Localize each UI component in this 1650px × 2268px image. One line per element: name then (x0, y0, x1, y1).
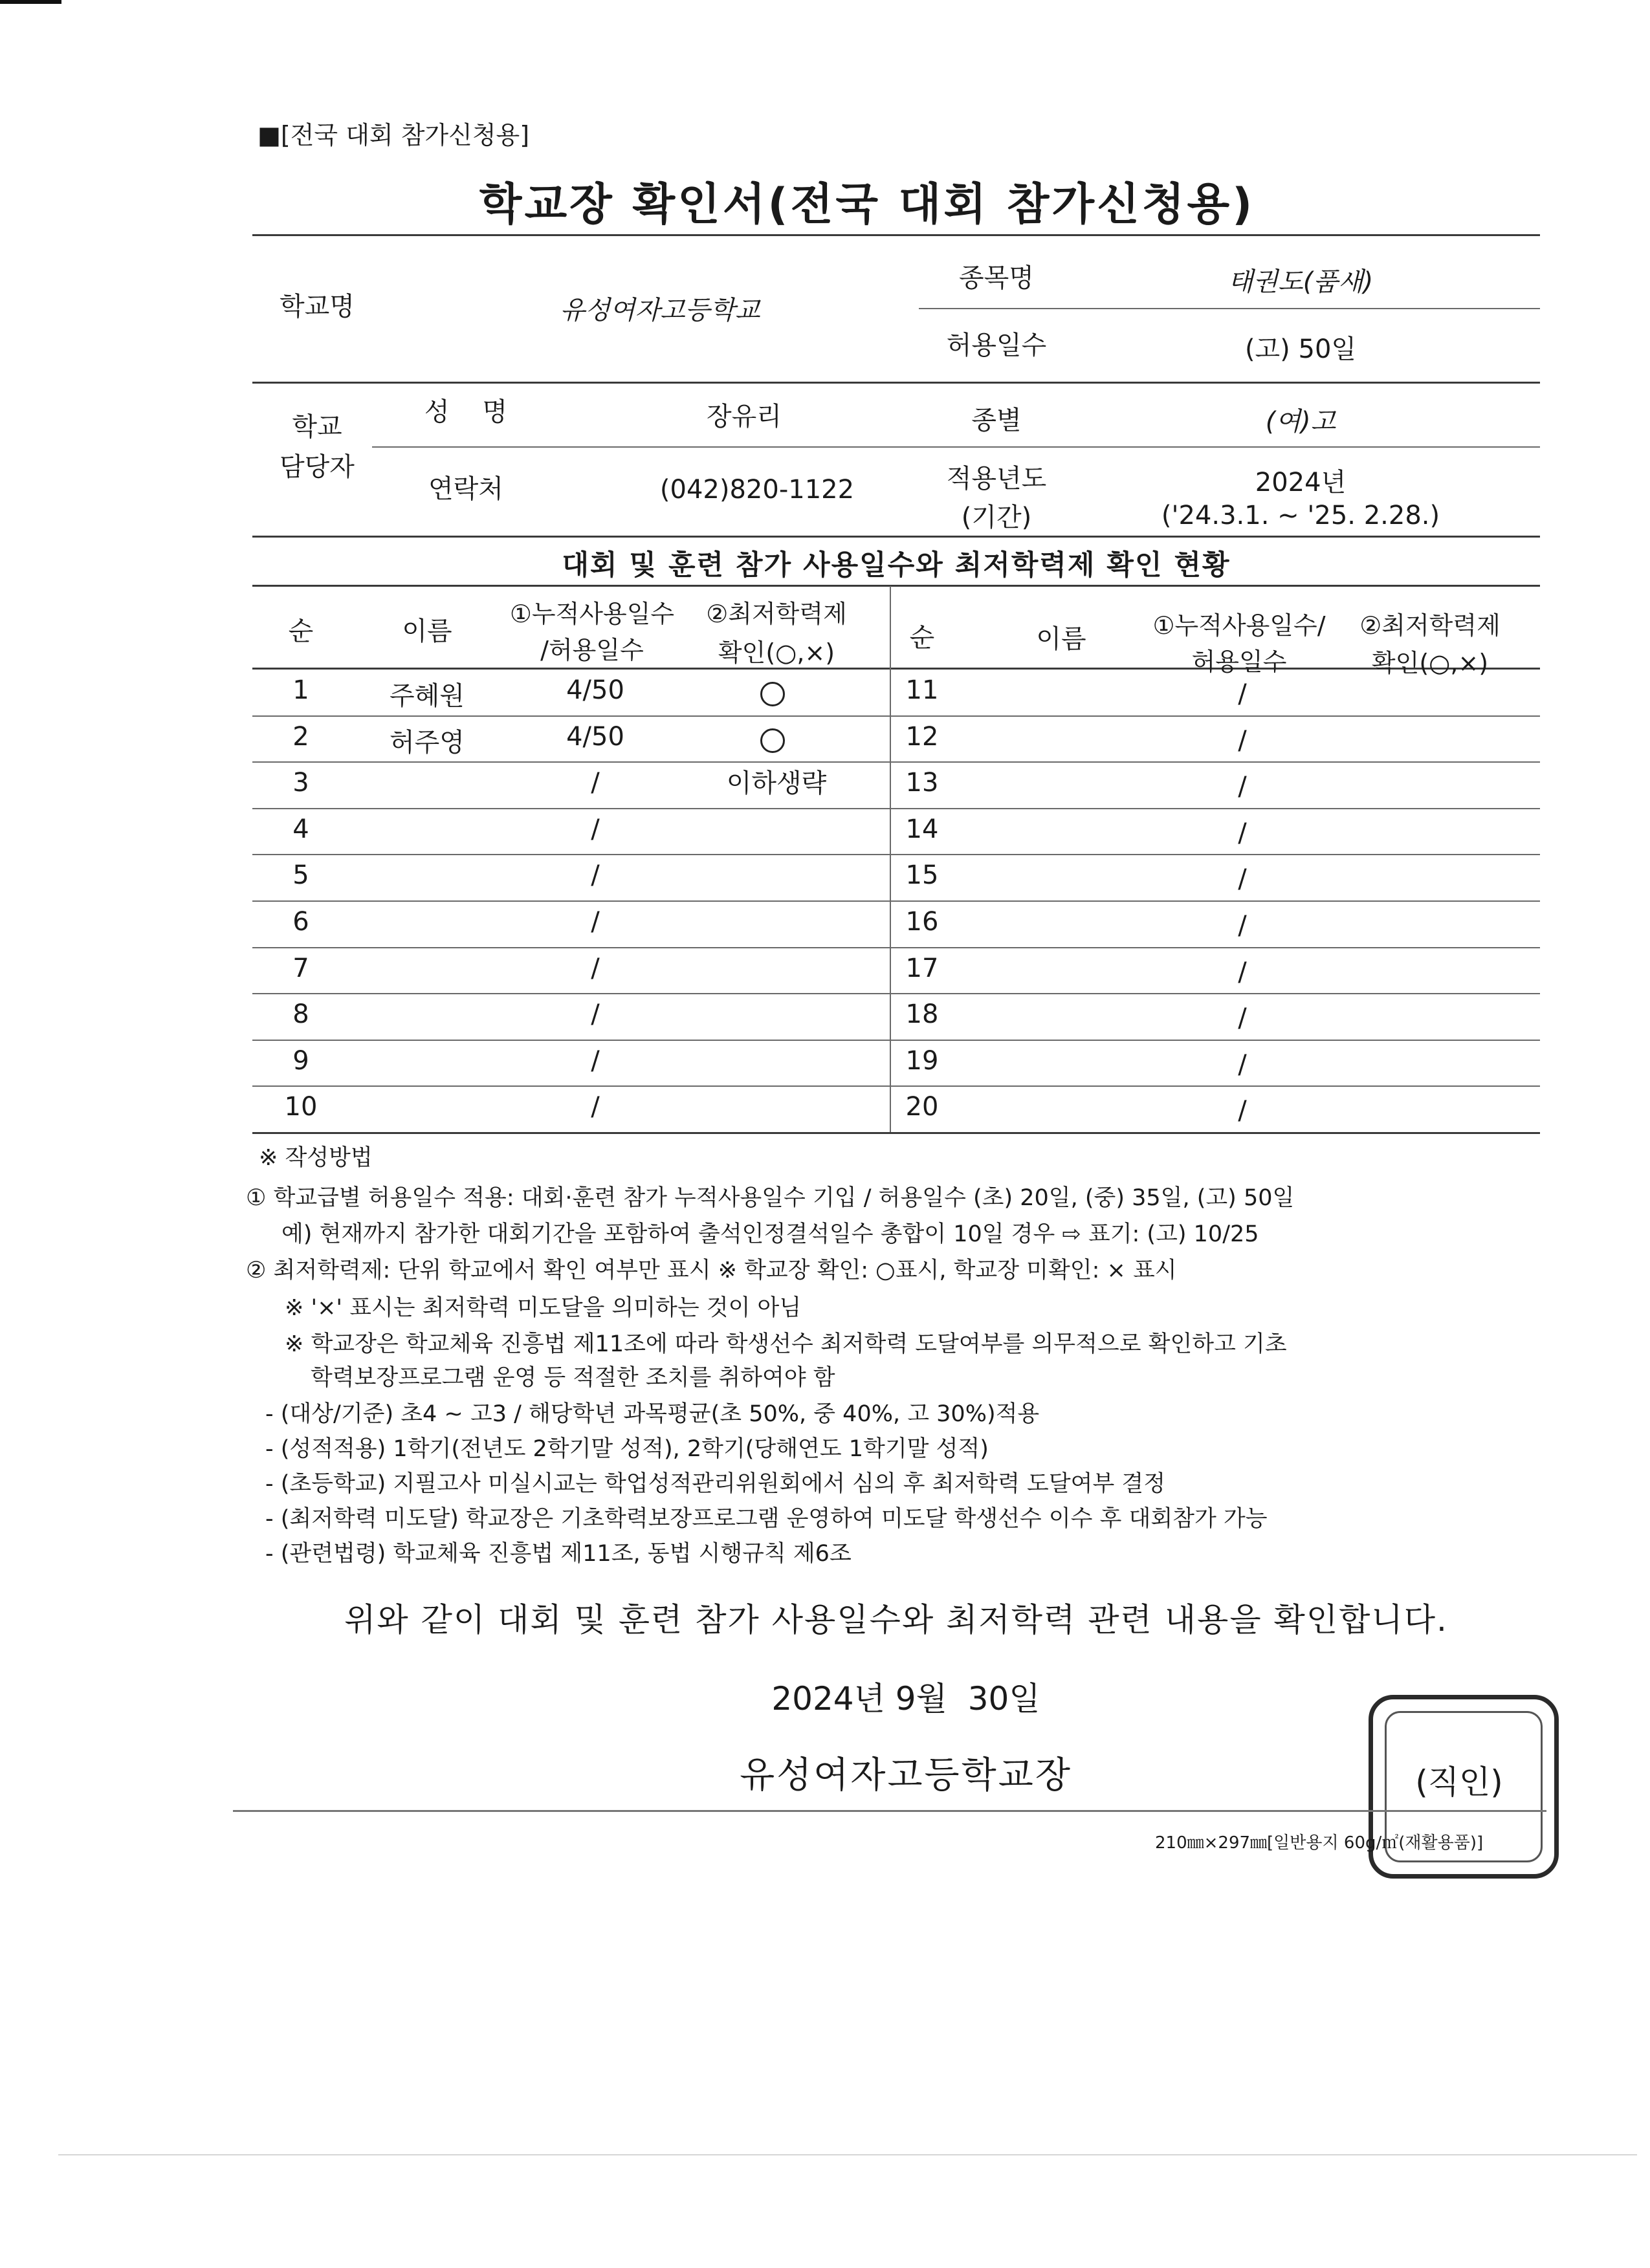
table-row-divider (252, 993, 1540, 994)
info-divider-school (252, 382, 1540, 384)
info-top-border (252, 234, 1540, 236)
circle-check-icon (760, 682, 785, 706)
notes-block (246, 1140, 1540, 1567)
note-line: - (성적적용) 1학기(전년도 2학기말 성적), 2학기(당해연도 1학기말 성적) (265, 1436, 989, 1462)
row-no-right: 20 (905, 1092, 939, 1122)
table-row-divider (252, 947, 1540, 948)
row-days-right: / (1238, 679, 1247, 709)
row-no-left: 6 (292, 907, 309, 937)
event-label: 종목명 (959, 263, 1034, 293)
category-label: 종별 (971, 406, 1022, 435)
note-line: ② 최저학력제: 단위 학교에서 확인 여부만 표시 ※ 학교장 확인: ○표시, 학교장 미확인: × 표시 (246, 1258, 1177, 1283)
row-no-left: 7 (292, 954, 309, 983)
header-name-right: 이름 (1036, 624, 1086, 654)
table-row-divider (252, 761, 1540, 763)
event-value: 태권도(품새) (1227, 267, 1374, 297)
row-no-left: 9 (292, 1046, 309, 1076)
row-no-right: 11 (905, 675, 939, 705)
school-name-value: 유성여자고등학교 (560, 296, 760, 325)
apply-year-label-2: (기간) (961, 503, 1032, 532)
row-days-right: / (1238, 772, 1247, 801)
row-days-right: / (1238, 818, 1247, 848)
table-row-divider (252, 1085, 1540, 1087)
apply-year-label-1: 적용년도 (946, 464, 1047, 494)
note-line: ① 학교급별 허용일수 적용: 대회·훈련 참가 누적사용일수 기입 / 허용일수 (초) 20일, (중) 35일, (고) 50일 (246, 1185, 1295, 1211)
row-days-right: / (1238, 1050, 1247, 1080)
row-no-right: 17 (905, 954, 939, 983)
header-check-left-2: 확인(○,×) (718, 638, 835, 667)
header-name-left: 이름 (402, 616, 452, 646)
header-days-left-1: ①누적사용일수 (509, 600, 675, 628)
row-no-right: 18 (905, 999, 939, 1029)
signer-name: 유성여자고등학교장 (740, 1754, 1072, 1796)
category-value: (여)고 (1265, 407, 1336, 437)
note-line: - (최저학력 미도달) 학교장은 기초학력보장프로그램 운영하여 미도달 학생선수 이수 후 대회참가 가능 (265, 1506, 1268, 1532)
header-check-right-1: ②최저학력제 (1359, 611, 1501, 640)
row-no-right: 14 (905, 814, 939, 844)
table-row-divider (252, 900, 1540, 902)
row-days-right: / (1238, 864, 1247, 894)
footer-border (233, 1810, 1546, 1812)
row-no-left: 5 (292, 860, 309, 890)
note-line: ※ 학교장은 학교체육 진흥법 제11조에 따라 학생선수 최저학력 도달여부를 의무적으로 확인하고 기초 (285, 1331, 1287, 1357)
table-top-border (252, 585, 1540, 587)
header-no-left: 순 (288, 616, 314, 646)
form-tag: ■[전국 대회 참가신청용] (258, 121, 530, 149)
header-days-right-2: 허용일수 (1191, 648, 1287, 676)
header-days-left-2: /허용일수 (540, 636, 644, 664)
row-days-left: 4/50 (566, 675, 624, 705)
row-days-left: / (591, 814, 600, 844)
date-text: 2024년 9월 30일 (771, 1680, 1040, 1717)
status-section-title: 대회 및 훈련 참가 사용일수와 최저학력제 확인 현황 (562, 549, 1231, 582)
row-days-right: / (1238, 1003, 1247, 1033)
row-days-left: / (591, 1046, 600, 1076)
row-no-left: 4 (292, 814, 309, 844)
note-line: - (초등학교) 지필고사 미실시교는 학업성적관리위원회에서 심의 후 최저학력 도달여부 결정 (265, 1471, 1166, 1497)
row-no-left: 3 (292, 768, 309, 798)
row-no-left: 2 (292, 722, 309, 752)
note-line: 예) 현재까지 참가한 대회기간을 포함하여 출석인정결석일수 총합이 10일 경우 ⇨ 표기: (고) 10/25 (281, 1221, 1259, 1247)
info-divider-event (919, 308, 1540, 309)
row-no-left: 8 (292, 999, 309, 1029)
scan-edge-mark (0, 0, 61, 4)
row-no-right: 13 (905, 768, 939, 798)
row-days-right: / (1238, 1096, 1247, 1126)
row-no-right: 19 (905, 1046, 939, 1076)
info-bottom-border (252, 536, 1540, 538)
note-line: - (대상/기준) 초4 ~ 고3 / 해당학년 과목평균(초 50%, 중 40%, 고 30%)적용 (265, 1401, 1040, 1427)
row-days-left: / (591, 907, 600, 937)
note-line: 학력보장프로그램 운영 등 적절한 조치를 취하여야 함 (311, 1365, 835, 1391)
row-no-left: 1 (292, 675, 309, 705)
row-days-left: / (591, 954, 600, 983)
scan-bottom-line (58, 2154, 1637, 2155)
table-row-divider (252, 715, 1540, 717)
row-no-right: 16 (905, 907, 939, 937)
page-title: 학교장 확인서(전국 대회 참가신청용) (479, 179, 1255, 230)
row-days-right: / (1238, 957, 1247, 987)
row-days-right: / (1238, 726, 1247, 756)
contact-value: (042)820-1122 (659, 475, 855, 505)
row-days-left: / (591, 1092, 600, 1122)
apply-year-value: 2024년 (1255, 468, 1347, 497)
row-no-right: 15 (905, 860, 939, 890)
manager-name-value: 장유리 (707, 402, 782, 431)
circle-check-icon (760, 728, 785, 753)
school-name-label: 학교명 (280, 292, 355, 322)
row-days-left: / (591, 999, 600, 1029)
apply-period-value: ('24.3.1. ~ '25. 2.28.) (1161, 501, 1440, 530)
note-line: - (관련법령) 학교체육 진흥법 제11조, 동법 시행규칙 제6조 (265, 1541, 852, 1567)
row-days-left: / (591, 768, 600, 798)
row-name-left: 허주영 (390, 728, 465, 758)
table-row-divider (252, 854, 1540, 855)
table-row-divider (252, 808, 1540, 809)
header-days-right-1: ①누적사용일수/ (1152, 611, 1326, 640)
row-days-left: 4/50 (566, 722, 624, 752)
header-check-left-1: ②최저학력제 (706, 600, 847, 628)
note-line: ※ 작성방법 (259, 1145, 373, 1171)
row-days-left: / (591, 860, 600, 890)
manager-name-label: 성 명 (424, 397, 508, 427)
manager-label-1: 학교 (292, 412, 342, 442)
allowed-days-value: (고) 50일 (1244, 334, 1357, 364)
header-no-right: 순 (909, 623, 935, 653)
allowed-days-label: 허용일수 (946, 331, 1047, 360)
row-days-right: / (1238, 911, 1247, 941)
paper-spec: 210㎜×297㎜[일반용지 60g/㎡(재활용품)] (1155, 1833, 1484, 1853)
row-name-left: 주혜원 (390, 681, 465, 711)
header-check-right-2: 확인(○,×) (1371, 649, 1489, 677)
info-divider-manager (372, 446, 1540, 448)
table-bottom-border (252, 1132, 1540, 1134)
row-no-left: 10 (284, 1092, 318, 1122)
row-no-right: 12 (905, 722, 939, 752)
confirm-statement: 위와 같이 대회 및 훈련 참가 사용일수와 최저학력 관련 내용을 확인합니다. (344, 1601, 1448, 1639)
row-check-left: 이하생략 (726, 769, 827, 798)
seal-label: (직인) (1415, 1763, 1503, 1801)
note-line: ※ '×' 표시는 최저학력 미도달을 의미하는 것이 아님 (285, 1295, 802, 1321)
contact-label: 연락처 (428, 474, 503, 504)
manager-label-2: 담당자 (280, 452, 355, 482)
table-row-divider (252, 1040, 1540, 1041)
